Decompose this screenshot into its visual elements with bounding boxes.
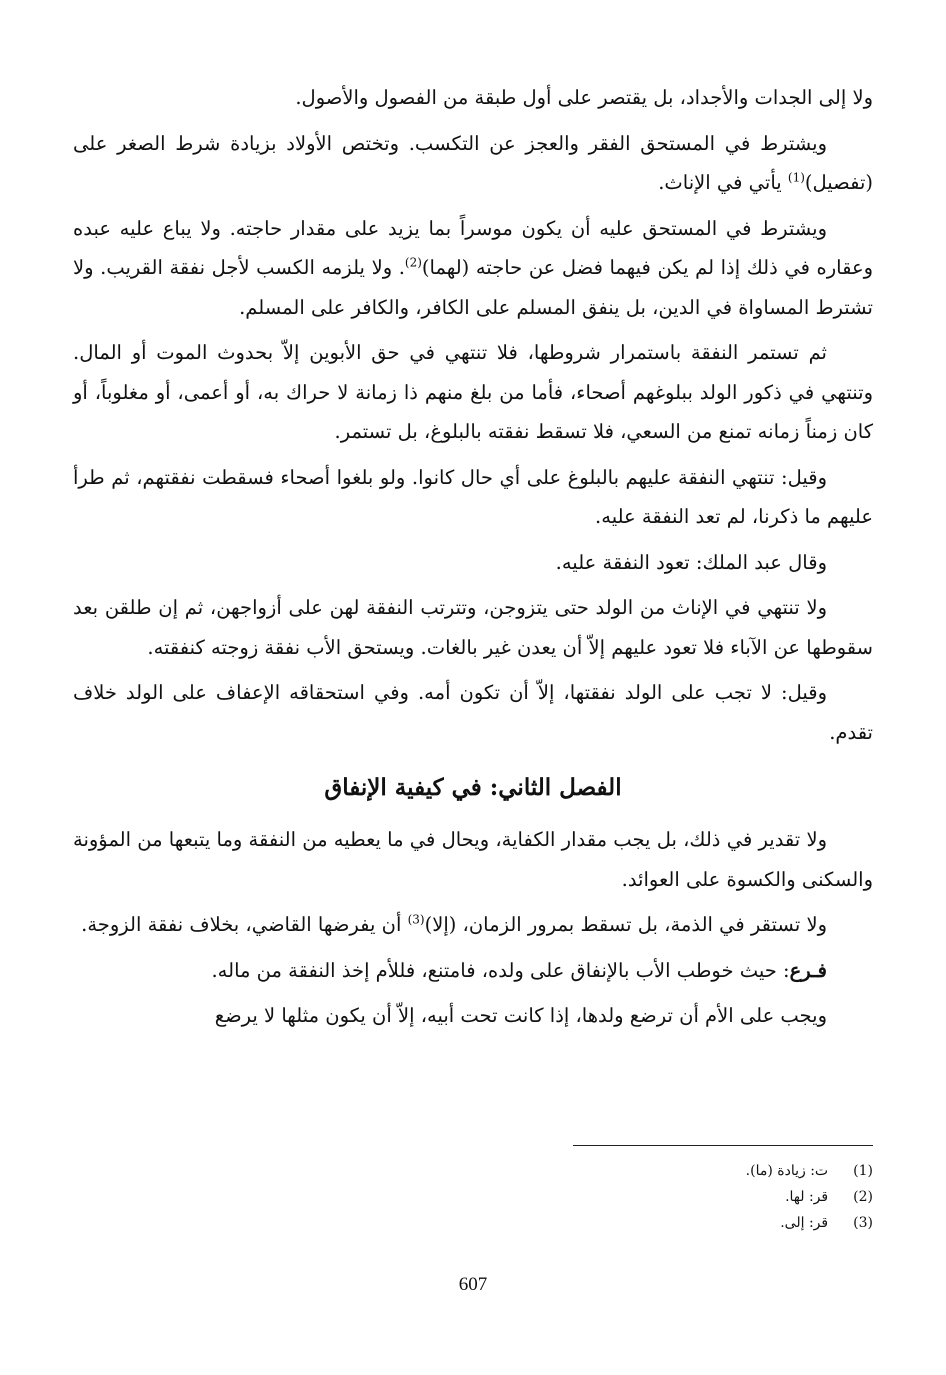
far-paragraph [73,951,873,991]
footnote-item: (3) قر: إلى. [780,1215,873,1231]
far-label: فـرع [789,958,827,982]
footnotes [473,1158,873,1236]
paragraph: وقيل: لا تجب على الولد نفقتها، إلاّ أن تكون أمه. وفي استحقاقه الإعفاف على الولد خلاف تقدم. [73,681,873,744]
page-number: 607 [458,1274,488,1295]
paragraph: ولا تقدير في ذلك، بل يجب مقدار الكفاية، ويحال في ما يعطيه من النفقة وما يتبعها من المؤونة والسكنى والكسوة على العوائد. [73,828,873,891]
paragraph: ولا تنتهي في الإناث من الولد حتى يتزوجن، وتترتب النفقة لهن على أزواجهن، ثم إن طلقن بعد سقوطها عن الآباء فلا تعود عليهم إلاّ أن يعدن غير بالغات. ويستحق الأب نفقة زوجته كنفقته. [73,596,873,659]
paragraph-group-1 [73,78,873,752]
paragraph: ثم تستمر النفقة باستمرار شروطها، فلا تنتهي في حق الأبوين إلاّ بحدوث الموت أو المال. وتنتهي في ذكور الولد ببلوغهم أصحاء، فأما من بلغ منهم ذا زمانة لا حراك به، أو أعمى، أو مغلوباً، أو كان زمناً زمانه تمنع من السعي، فلا تسقط نفقته بالبلوغ، بل تستمر. [73,341,873,443]
section-heading: الفصل الثاني: في كيفية الإنفاق [324,774,622,801]
last-paragraph: ويجب على الأم أن ترضع ولدها، إذا كانت تحت أبيه، إلاّ أن يكون مثلها لا يرضع [214,1004,827,1027]
footnote-divider [573,1145,873,1146]
paragraph: ولا تستقر في الذمة، بل تسقط بمرور الزمان، (إلا)$^{(3)}$ أن يفرضها القاضي، بخلاف نفقة الزوجة. [81,912,827,936]
footnote-item: (2) قر: لها. [785,1189,873,1205]
footnote-ref: (1) [787,170,805,185]
paragraph: وقيل: تنتهي النفقة عليهم بالبلوغ على أي حال كانوا. ولو بلغوا أصحاء فسقطت نفقتهم، ثم طرأ عليهم ما ذكرنا، لم تعد النفقة عليه. [73,465,873,528]
paragraph: ويشترط في المستحق عليه أن يكون موسراً بما يزيد على مقدار حاجته. ولا يباع عليه عبده وعقاره في ذلك إذا لم يكن فيهما فضل عن حاجته (لهما)$^{(2)}$. ولا يلزمه الكسب لأجل نفقة القريب. ولا تشترط المساواة في الدين، بل ينفق المسلم على الكافر، والكافر على المسلم. [73,216,873,319]
footnote-ref: (2) [404,255,422,270]
page-body [73,78,873,1042]
paragraph: ويشترط في المستحق الفقر والعجز عن التكسب. وتختص الأولاد بزيادة شرط الصغر على (تفصيل)$^{(1)}$ يأتي في الإناث. [73,131,873,194]
footnote-item: (1) ت: زيادة (ما). [745,1163,873,1179]
paragraph: ولا إلى الجدات والأجداد، بل يقتصر على أول طبقة من الفصول والأصول. [295,86,873,109]
paragraph-group-2 [73,820,873,945]
footnote-ref: (3) [407,912,425,927]
paragraph: وقال عبد الملك: تعود النفقة عليه. [555,550,827,574]
far-text: : حيث خوطب الأب بالإنفاق على ولده، فامتنع، فللأم إخذ النفقة من ماله. [211,958,790,982]
